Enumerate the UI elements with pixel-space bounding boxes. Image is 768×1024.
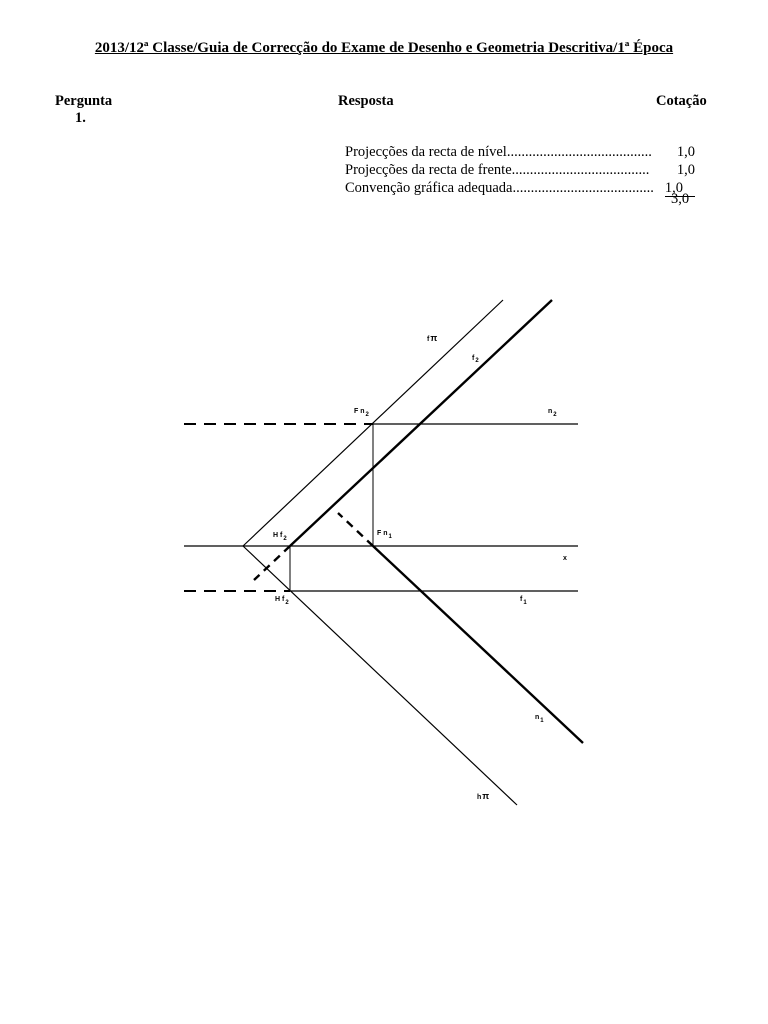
trace-h-pi [243, 546, 517, 805]
scoring-item-points: 1,0 [665, 179, 695, 197]
label-f1: f1 [520, 596, 527, 606]
column-header-question: Pergunta [55, 93, 113, 109]
column-header-score: Cotação [656, 93, 707, 109]
label-n2: n2 [548, 408, 557, 418]
scoring-total: 3,0 [671, 191, 690, 207]
scoring-item-points: 1,0 [676, 144, 695, 160]
line-n1-hidden [338, 513, 373, 546]
label-fn2: F n2 [354, 408, 369, 418]
scoring-item-label: Projecções da recta de nível........................................ [345, 144, 652, 160]
label-hf2-upper: H f2 [273, 532, 287, 542]
label-h-pi: hπ [477, 791, 490, 801]
question-number: 1. [75, 110, 86, 126]
line-f2-hidden [254, 546, 290, 580]
label-n1: n1 [535, 714, 544, 724]
scoring-item-label: Convenção gráfica adequada....................................... [345, 180, 654, 196]
line-n1 [373, 546, 583, 743]
label-f-pi: fπ [427, 333, 438, 343]
document-title-text: 2013/12ª Classe/Guia de Correcção do Exame de Desenho e Geometria Descritiva/1ª Época [94, 40, 674, 56]
scoring-item-points: 1,0 [676, 162, 695, 178]
scoring-item-label: Projecções da recta de frente...................................... [345, 162, 650, 178]
label-hf2-lower: H f2 [275, 596, 289, 606]
column-header-answer: Resposta [338, 93, 394, 109]
label-f2: f2 [472, 355, 479, 364]
label-x: x [563, 555, 567, 562]
label-fn1: F n1 [377, 530, 392, 540]
